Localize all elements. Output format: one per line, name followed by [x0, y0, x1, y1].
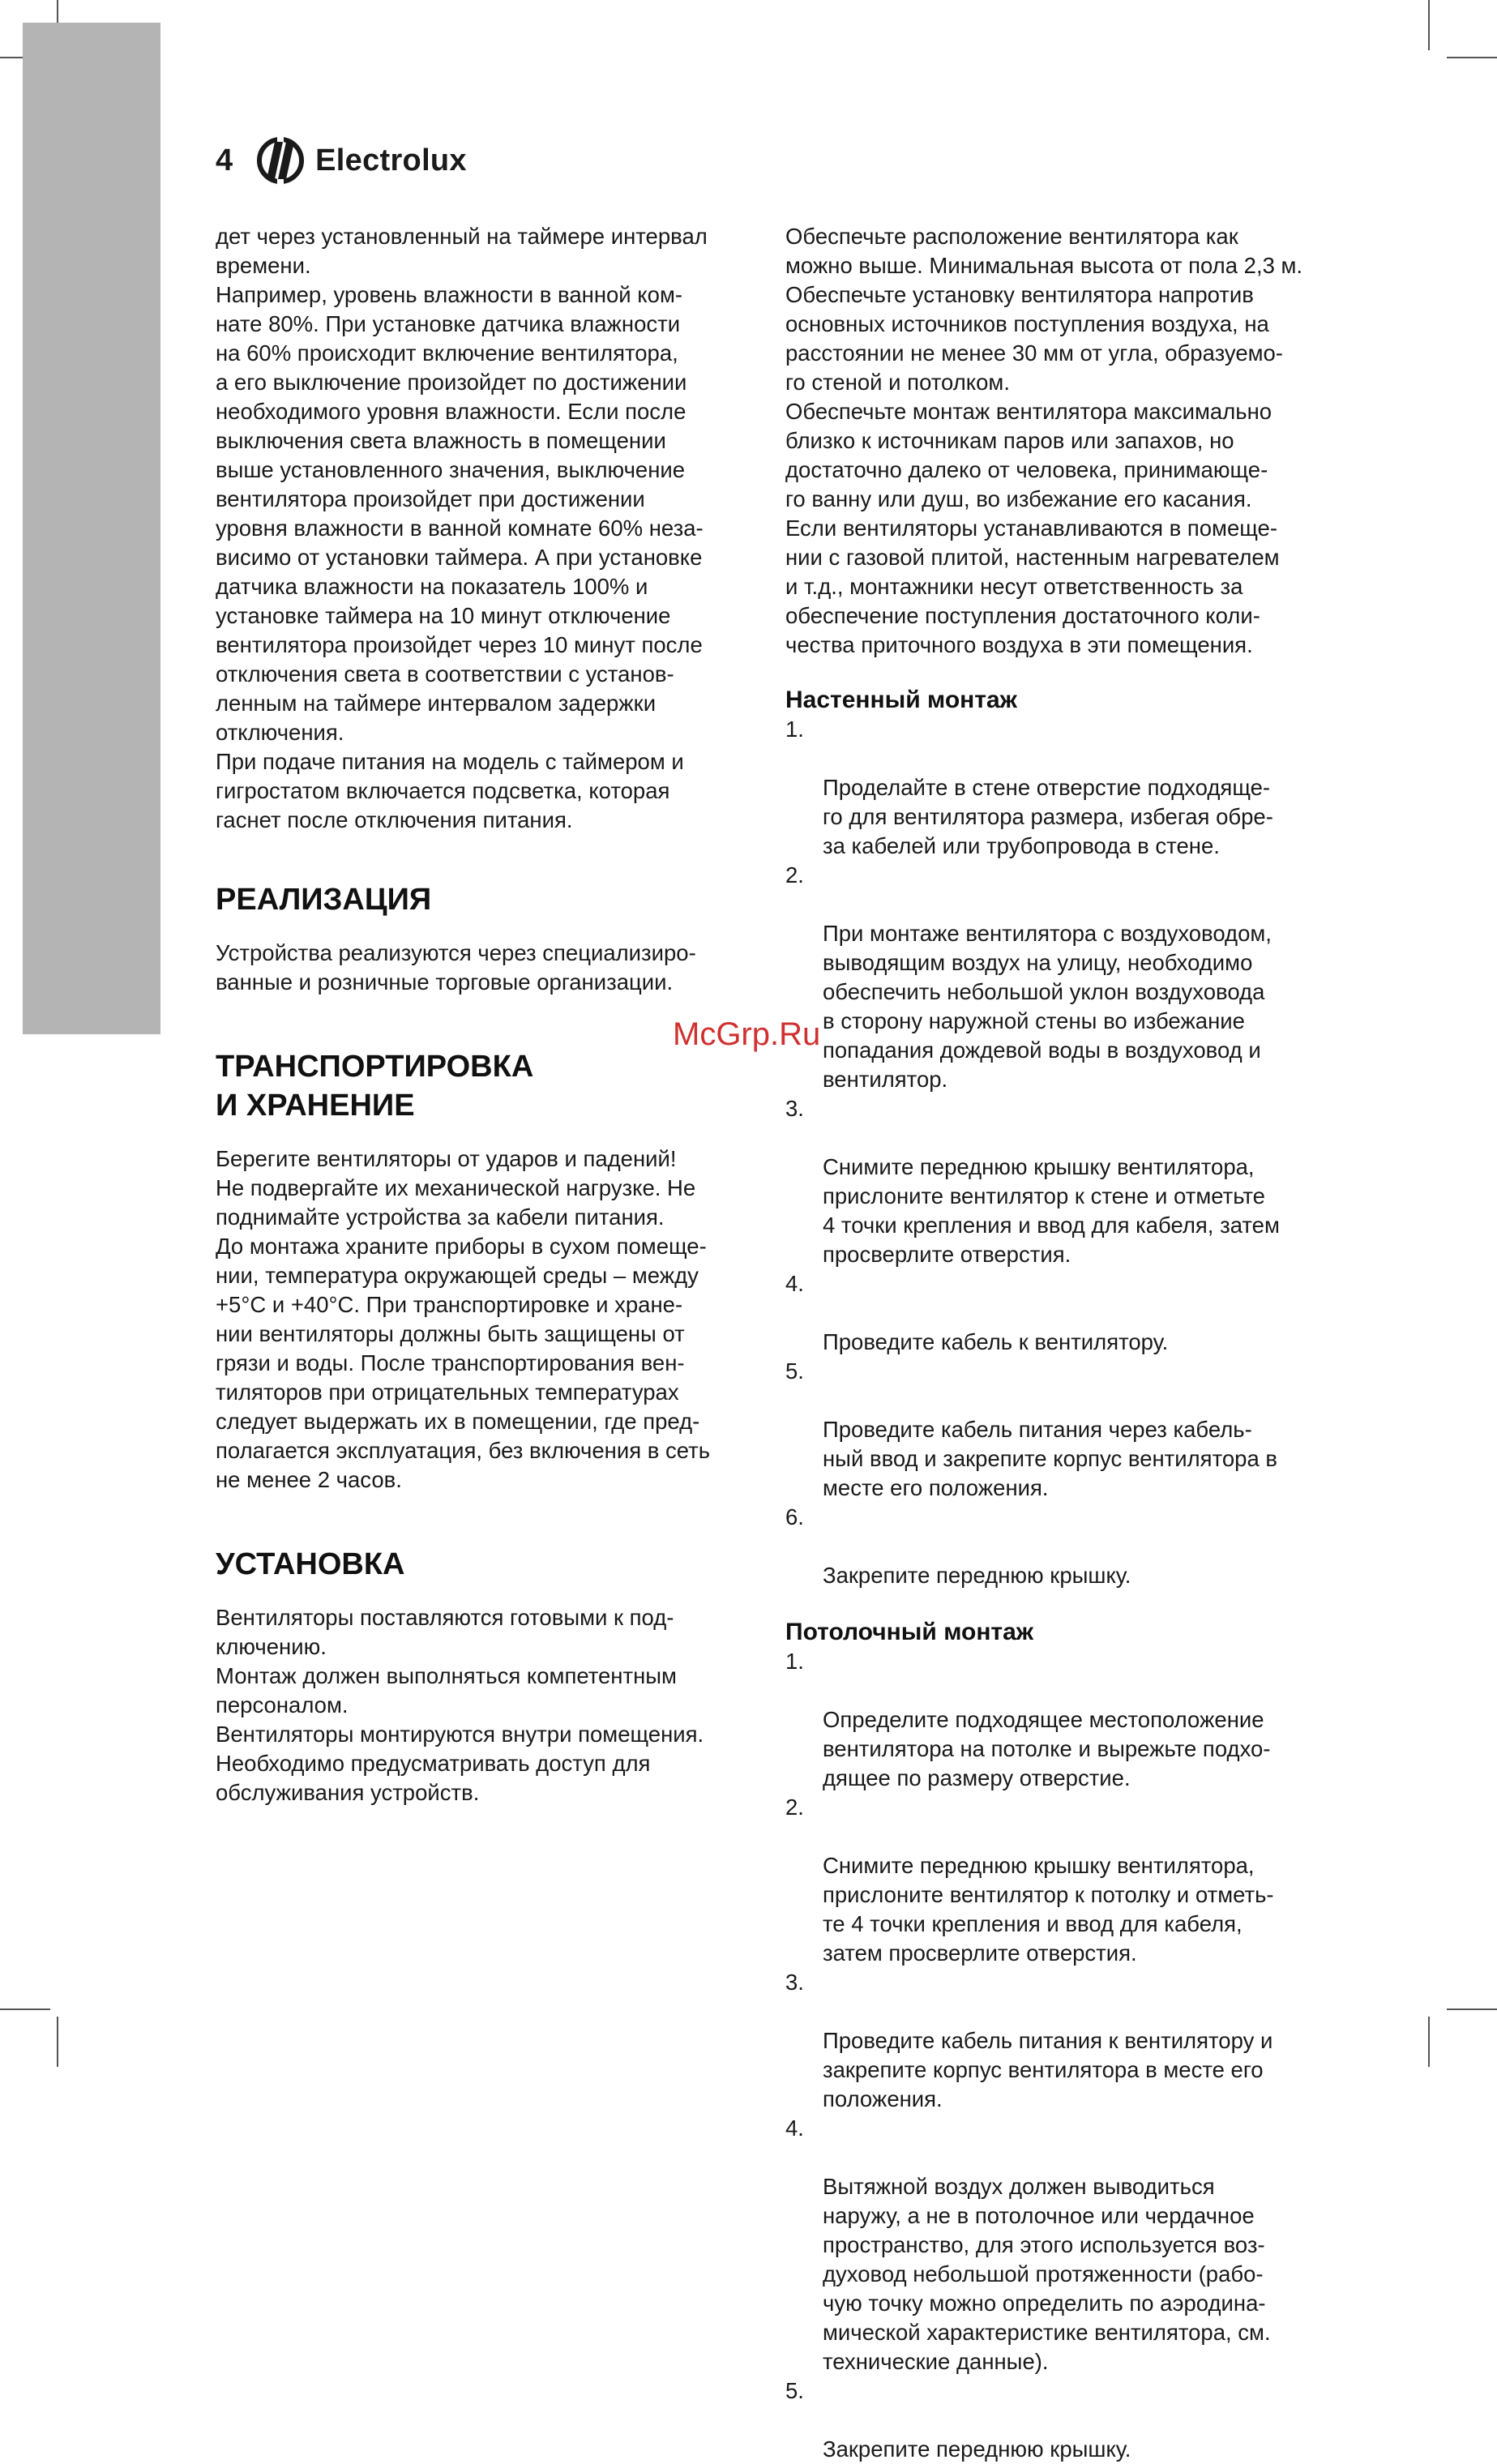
step-number: 3.: [785, 1096, 804, 1121]
list-item: [785, 715, 1328, 861]
list-item: [785, 1094, 1328, 1269]
step-number: 4.: [785, 1271, 804, 1296]
list-item: [785, 861, 1328, 1094]
transport-text: Берегите вентиляторы от ударов и падений! Не подвергайте их механической нагрузке. Не поднимайте устройства за кабели питания. До монтажа храните приборы в сухом помеще- нии, температура окружающей среды – между +5°С и +40°С. При транспортировке и хране- нии вентиляторы должны быть защищены от грязи и воды. После транспортирования вен- тиляторов при отрицательных температурах следует выдержать их в помещении, где пред- полагается эксплуатация, без включения в сеть не менее 2 часов.: [216, 1146, 711, 1492]
ceiling-mount-heading: Потолочный монтаж: [785, 1619, 1034, 1645]
list-item: [785, 1793, 1328, 1968]
crop-mark: [1447, 2008, 1497, 2010]
crop-mark: [1428, 0, 1430, 50]
brand-name: Electrolux: [315, 143, 467, 178]
transport-heading: ТРАНСПОРТИРОВКА И ХРАНЕНИЕ: [216, 1050, 534, 1123]
step-text: Закрепите переднюю крышку.: [823, 2436, 1131, 2462]
step-text: Проведите кабель к вентилятору.: [823, 1329, 1169, 1354]
crop-mark: [0, 2008, 50, 2010]
placement-text: Обеспечьте расположение вентилятора как можно выше. Минимальная высота от пола 2,3 м. Обеспечьте установку вентилятора напротив основных источников поступления воздуха, на расстоянии не менее 30 мм от угла, образуемо- го стеной и потолком. Обеспечьте монтаж вентилятора максимально близко к источникам паров или запахов, но достаточно далеко от человека, принимающе- го ванну или душ, во избежание его касания. Если вентиляторы устанавливаются в помеще- нии с газовой плитой, настенным нагревателем и т.д., монтажники несут ответственность за обеспечение поступления достаточного коли- чества приточного воздуха в эти помещения.: [785, 224, 1303, 657]
right-column: [785, 222, 1328, 2464]
step-number: 5.: [785, 1358, 804, 1384]
list-item: [785, 1269, 1328, 1357]
step-number: 6.: [785, 1504, 804, 1529]
step-text: Проведите кабель питания через кабель- ный ввод и закрепите корпус вентилятора в месте его положения.: [823, 1417, 1277, 1500]
step-text: Вытяжной воздух должен выводиться наружу, а не в потолочное или чердачное пространство, для этого используется воз- духовод небольшой протяженности (рабо- чую точку можно определить по аэродина- мической характеристике вентилятора, см. технические данные).: [823, 2174, 1271, 2374]
realization-heading: РЕАЛИЗАЦИЯ: [216, 883, 432, 917]
step-number: 1.: [785, 1649, 804, 1674]
step-number: 5.: [785, 2378, 804, 2403]
list-item: [785, 2376, 1328, 2464]
list-item: [785, 1357, 1328, 1503]
step-number: 2.: [785, 1795, 804, 1820]
left-column: [216, 222, 751, 1807]
step-number: 2.: [785, 862, 804, 888]
step-text: Снимите переднюю крышку вентилятора, прислоните вентилятор к стене и отметьте 4 точки крепления и ввод для кабеля, затем просверлите отверстия.: [823, 1154, 1280, 1267]
step-text: Проведите кабель питания к вентилятору и закрепите корпус вентилятора в месте его положения.: [823, 2028, 1273, 2111]
crop-mark: [1428, 2017, 1430, 2067]
step-text: Определите подходящее местоположение вентилятора на потолке и вырежьте подхо- дящее по размеру отверстие.: [823, 1707, 1271, 1790]
step-text: Закрепите переднюю крышку.: [823, 1563, 1131, 1588]
step-text: Проделайте в стене отверстие подходяще- го для вентилятора размера, избегая обре- за кабелей или трубопровода в стене.: [823, 775, 1273, 858]
list-item: [785, 2114, 1328, 2376]
wall-mount-steps: [785, 715, 1328, 1590]
ceiling-mount-steps: [785, 1647, 1328, 2464]
list-item: [785, 1968, 1328, 2114]
side-bar: [23, 23, 160, 1034]
step-text: При монтаже вентилятора с воздуховодом, выводящим воздух на улицу, необходимо обеспечить небольшой уклон воздуховода в сторону наружной стены во избежание попадания дождевой воды в воздуховод и вентилятор.: [823, 921, 1272, 1092]
list-item: [785, 1647, 1328, 1793]
page-header: [216, 136, 467, 185]
body-paragraph: При подаче питания на модель с таймером и гигростатом включается подсветка, которая гаснет после отключения питания.: [216, 749, 684, 832]
crop-mark: [57, 2017, 58, 2067]
installation-heading: УСТАНОВКА: [216, 1547, 405, 1581]
electrolux-logo-icon: [257, 137, 304, 184]
crop-mark: [1447, 57, 1497, 58]
list-item: [785, 1503, 1328, 1590]
wall-mount-heading: Настенный монтаж: [785, 687, 1017, 713]
body-paragraph: дет через установленный на таймере интервал времени.: [216, 224, 708, 278]
realization-text: Устройства реализуются через специализиро- ванные и розничные торговые организации.: [216, 940, 696, 995]
page-number: 4: [216, 143, 233, 178]
body-paragraph: Например, уровень влажности в ванной ком- нате 80%. При установке датчика влажности на 60% происходит включение вентилятора, а его выключение произойдет по достижении необходимого уровня влажности. Если после выключения света влажность в помещении выше установленного значения, выключение вентилятора произойдет при достижении уровня влажности в ванной комнате 60% неза- висимо от установки таймера. А при установке датчика влажности на показатель 100% и установке таймера на 10 минут отключение вентилятора произойдет через 10 минут после отключения света в соответствии с установ- ленным на таймере интервалом задержки отключения.: [216, 282, 704, 745]
watermark: McGrp.Ru: [673, 1016, 821, 1052]
step-number: 4.: [785, 2115, 804, 2141]
step-number: 1.: [785, 717, 804, 742]
step-text: Снимите переднюю крышку вентилятора, прислоните вентилятор к потолку и отметь- те 4 точки крепления и ввод для кабеля, затем просверлите отверстия.: [823, 1853, 1274, 1966]
installation-text: Вентиляторы поставляются готовыми к под- ключению. Монтаж должен выполняться компетентным персоналом. Вентиляторы монтируются внутри помещения. Необходимо предусматривать доступ для обслуживания устройств.: [216, 1605, 704, 1805]
step-number: 3.: [785, 1970, 804, 1995]
